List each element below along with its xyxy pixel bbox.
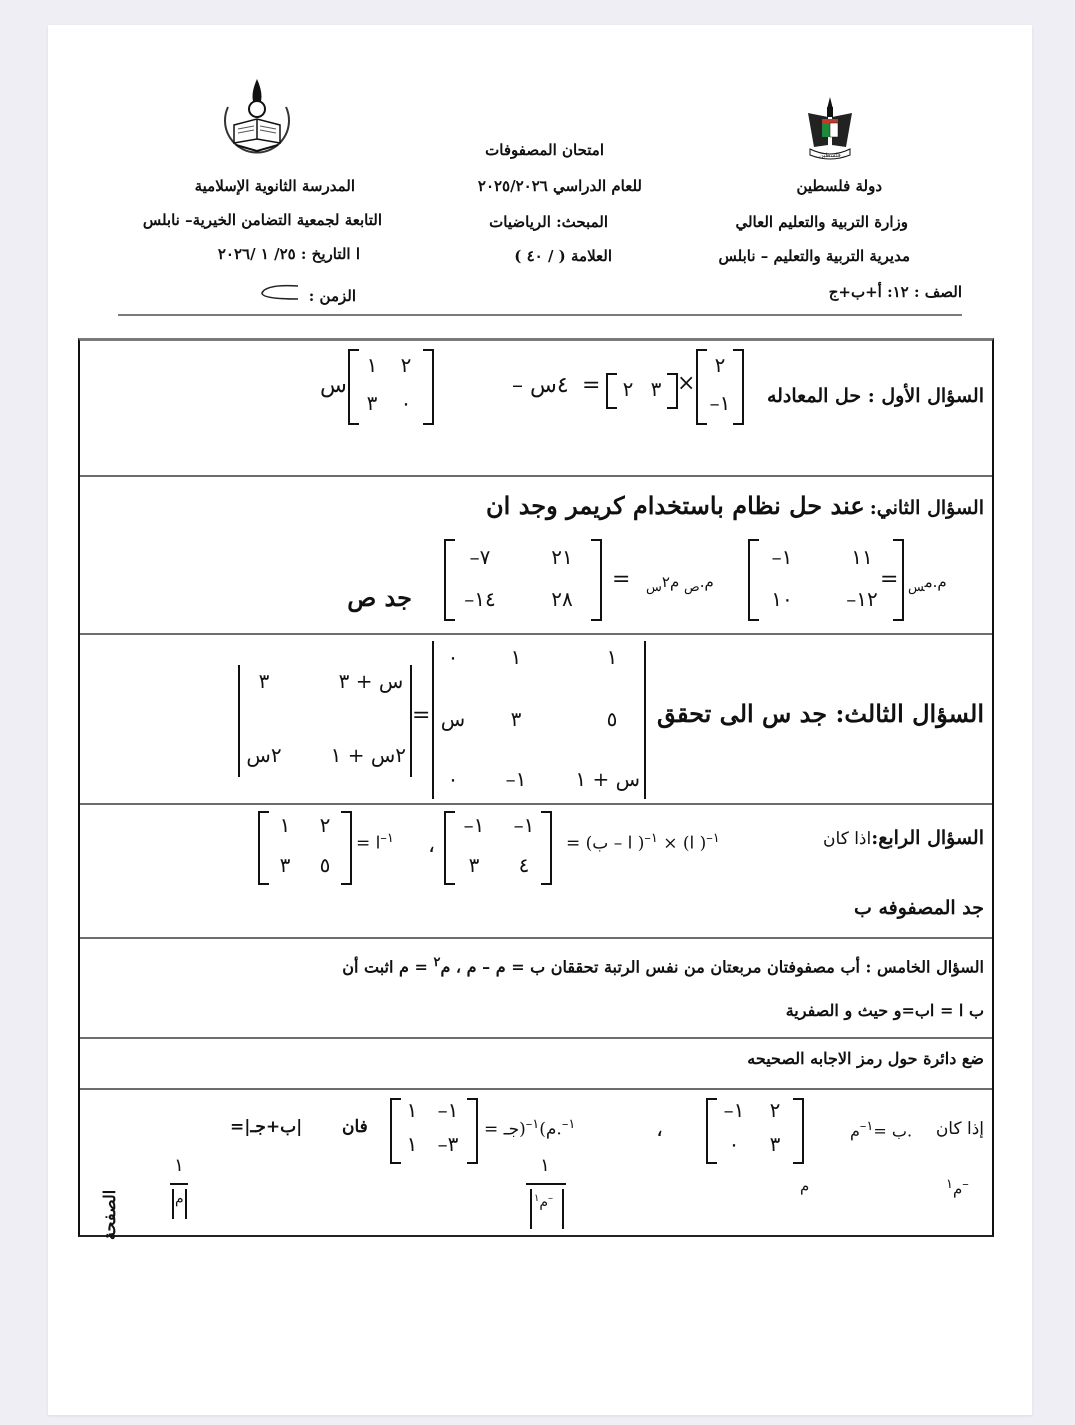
q4-a-inverse [356,831,394,854]
q1-b-cell: ٣ [650,377,662,401]
q5-text: السؤال الخامس : أب مصفوفتان مربعتان من نفس الرتبة تحققان ب = م – م ، م [440,957,984,977]
q4-comma: ، [428,833,436,858]
q4-heading [823,827,984,849]
q4-sup: ١– [706,831,720,846]
q2-matrix-1 [748,539,904,621]
q2-equals-2: = [612,567,631,592]
q2-m2-cell: ٢١ [551,545,573,569]
q4-equals: = [566,833,581,854]
subject: المبحث: الرياضيات [489,213,608,231]
q3-equals: = [412,703,431,728]
q4-ask: جد المصفوفه ب [853,897,984,919]
option-4-abs-left [172,1189,174,1219]
option-3-abs-left [530,1189,532,1229]
option-1-text: م [952,1180,963,1198]
q4-m2-cell: ٥ [319,853,331,877]
q4-m2-cell: ١ [279,813,291,837]
q2-text: عند حل نظام باستخدام كريمر وجد ان [486,491,865,520]
mcq-option-4[interactable] [164,1155,194,1221]
mcq-ask: |ب+جـ|= [230,1117,303,1137]
q2-lhs2-text: م٢ [661,573,680,591]
q2-equals-1: = [880,567,899,592]
q3-d1-cell: ٠ [447,645,459,669]
school-affiliation: التابعة لجمعية التضامن الخيرية– نابلس [142,211,382,229]
q2-lhs2b-text: م. [699,573,714,591]
mcq-comma: ، [656,1117,664,1142]
option-3-numerator: ١ [540,1155,550,1176]
q2-heading [486,491,984,520]
q3-d1-cell: س + ١ [575,767,640,791]
q1-equals: = [582,373,601,398]
header-class: الصف : ١٢: أ+ب+ج [828,283,962,301]
q3-determinant-1 [432,641,646,799]
q3-d2-cell: ٢س + ١ [330,743,406,767]
q3-d1-cell: ٥ [606,707,618,731]
q4-expr2: ( ا) [677,833,707,854]
mcq-expr-sup: ١– [525,1117,540,1132]
questions-table [78,338,994,1237]
q4-m2-cell: ٣ [279,853,291,877]
q4-m1-cell: ١– [513,813,535,837]
q3-determinant-2 [238,665,412,777]
exam-title: امتحان المصفوفات [485,141,604,159]
q1-a-cell: ١– [709,391,731,415]
mcq-m1-cell: ٣ [769,1132,781,1156]
mcq-matrix-2 [390,1098,478,1164]
school-emblem [218,77,296,167]
mcq-m2-cell: ١– [437,1098,459,1122]
q1-b-cell: ٢ [622,377,634,401]
mcq-equals: = [484,1119,499,1140]
q5-text-end: = م اثبت أن [342,957,428,977]
q4-m2-cell: ٢ [319,813,331,837]
q4-m1-cell: ٤ [518,853,530,877]
mcq-instructions: ضع دائرة حول رمز الاجابه الصحيحه [747,1049,984,1068]
q2-title: السؤال الثاني: [869,497,984,519]
row-divider [80,1088,992,1090]
q4-times: × [663,833,678,854]
mcq-m2-cell: ٣– [437,1132,459,1156]
mcq-lhs-sup: ١– [859,1119,874,1134]
mcq-lhs-text: م [850,1121,860,1141]
q2-m1-cell: ١٢– [846,587,878,611]
q4-m1-cell: ٣ [468,853,480,877]
q2-lhs2 [646,573,714,595]
exam-date: ا التاريخ : ٢٥/ ١ /٢٠٢٦ [217,245,360,263]
mcq-m1-cell: ١– [723,1098,745,1122]
row-divider [80,1037,992,1039]
q4-matrix-1 [444,811,552,885]
q3-d1-cell: ٣ [510,707,522,731]
q1-a-cell: ٢ [714,353,726,377]
exam-time-label: الزمن : [308,287,356,305]
option-4-den: م [175,1191,184,1207]
q1-times: × [677,371,696,396]
mcq-expr-tail: .م) [539,1119,562,1140]
q4-equals-2: = [356,833,371,854]
option-1-sup: ١– [946,1177,969,1192]
option-4-numerator: ١ [174,1155,184,1176]
q5-line-2: ب ا = اب=و حيث و الصفرية [785,1001,984,1020]
q2-m2-cell: ١٤– [464,587,496,611]
mcq-matrix-1 [706,1098,804,1164]
q1-term: ٤س – [512,373,569,398]
q2-lhs2b-sub: ص [684,580,700,595]
row-divider [80,633,992,635]
grade-field: العلامة ( / ٤٠ ) [514,247,612,265]
option-3-denominator [534,1193,553,1211]
q3-d2-cell: ٣ [258,669,270,693]
school-name: المدرسة الثانوية الإسلامية [194,177,355,195]
mcq-lhs-tail: .ب = [873,1121,913,1141]
option-4-abs-right [185,1189,187,1219]
option-2-text: م [800,1177,810,1195]
q2-lhs1 [908,573,947,595]
option-4-fraction-line [170,1183,188,1185]
mcq-option-2[interactable] [800,1177,809,1195]
mcq-option-3[interactable] [520,1155,570,1229]
q3-d1-cell: ١– [505,767,527,791]
q3-d1-cell: س [440,707,466,731]
q2-ask: جد ص [347,583,412,612]
q4-m1-cell: ١– [463,813,485,837]
row-divider [80,803,992,805]
q2-m1-cell: ١١ [851,545,873,569]
q1-matrix-b [606,373,678,409]
mcq-prefix: إذا كان [935,1119,984,1139]
q3-title: السؤال الثالث: جد س الى تحقق [657,699,984,728]
q3-d2-cell: ٢س [246,743,282,767]
q1-variable: س [320,373,347,398]
q3-d1-cell: ٠ [447,767,459,791]
mcq-lhs [850,1119,912,1140]
q1-matrix-a [696,349,744,425]
q3-d1-cell: ١ [606,645,618,669]
time-mark-icon [258,283,302,303]
q2-lhs2-sub: س [646,580,662,595]
mcq-m2-cell: ١ [406,1098,418,1122]
row-divider [80,475,992,477]
q1-c-cell: ١ [366,353,378,377]
q2-m1-cell: ١٠ [771,587,793,611]
q3-d1-cell: ١ [510,645,522,669]
q2-m1-cell: ١– [771,545,793,569]
option-3-den-text: م [539,1194,549,1211]
row-divider [80,937,992,939]
q5-line-1 [342,955,984,976]
q2-lhs1-text: م.م [924,573,947,591]
q1-c-cell: ٠ [400,391,412,415]
q2-m2-cell: ٧– [469,545,491,569]
academic-year: للعام الدراسي ٢٠٢٥/٢٠٢٦ [477,177,642,195]
q4-sup: ١– [644,831,658,846]
q2-lhs1-sub: س [908,580,925,595]
page-label: الصفحة [100,1189,119,1240]
mcq-expr-sup-outer: ١– [561,1117,576,1132]
q4-text: اذا كان [823,829,872,849]
q4-expression [566,831,720,854]
header-directorate: مديرية التربية والتعليم – نابلس [718,247,910,265]
q2-m2-cell: ٢٨ [551,587,573,611]
mcq-then: فان [342,1117,368,1137]
q2-matrix-2 [444,539,602,621]
q1-c-cell: ٣ [366,391,378,415]
q4-title: السؤال الرابع: [871,827,984,849]
q4-expr: ( ا – ب) [585,833,645,854]
mcq-option-1[interactable] [946,1177,969,1198]
mcq-m1-cell: ٢ [769,1098,781,1122]
option-3-abs-right [562,1189,564,1229]
svg-text:فلسطين: فلسطين [819,152,841,159]
q4-a-text: ا [375,833,381,854]
header-state: دولة فلسطين [796,177,882,195]
mcq-expr-text: (جـ [503,1119,526,1140]
option-3-fraction-line [526,1183,566,1185]
q1-matrix-c [348,349,434,425]
option-3-den-sup: ١– [534,1193,554,1204]
q4-a-sup: ١– [380,831,394,846]
mcq-m1-cell: ٠ [728,1132,740,1156]
q4-matrix-2 [258,811,352,885]
palestine-emblem [800,95,860,163]
mcq-expr [484,1117,575,1140]
q5-square: ٢ [433,955,441,970]
q1-title: السؤال الأول : حل المعادله [766,385,984,407]
header-divider [118,314,962,316]
exam-page [48,25,1032,1415]
mcq-m2-cell: ١ [406,1132,418,1156]
header-ministry: وزارة التربية والتعليم العالي [735,213,908,231]
q3-d2-cell: س + ٣ [338,669,404,693]
q1-c-cell: ٢ [400,353,412,377]
